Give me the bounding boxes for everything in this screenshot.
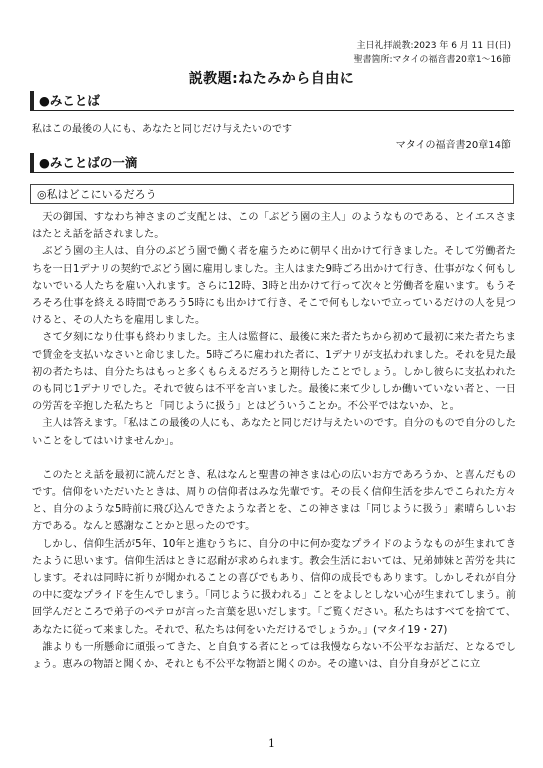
sermon-title: 説教題:ねたみから自由に: [188, 71, 355, 87]
section-heading-drop: ●みことばの一滴: [30, 153, 514, 173]
paragraph: 誰よりも一所懸命に頑張ってきた、と自負する者にとっては我慢ならない不公平なお話だ、となるでしょう。恵みの物語と聞くか、それとも不公平な物語と聞くのか。その違いは、自分自身がどこに立: [32, 641, 516, 671]
paragraph: しかし、信仰生活が5年、10年と進むうちに、自分の中に何か変なプライドのようなものが生まれてきたように思います。信仰生活はときに忍耐が求められます。教会生活においては、兄弟姉妹と苦労を共にします。それは同時に祈りが聞かれることの喜びでもあり、信仰の成長でもあります。しかしそれが自分の中に変なプライドを生んでしまう。「同じように扱われる」ことをよしとしない心が生まれてしまう。前回学んだところで弟子のペテロが言った言葉を思いだします。「ご覧ください。私たちはすべてを捨てて、あなたに従って来ました。それで、私たちは何をいただけるでしょうか。」(マタイ19・27): [32, 538, 516, 636]
key-verse: 私はこの最後の人にも、あなたと同じだけ与えたいのです: [32, 124, 292, 135]
sub-heading-box: ◎私はどこにいるだろう: [30, 184, 514, 204]
page-number: 1: [268, 737, 275, 750]
paragraph: 主人は答えます。「私はこの最後の人にも、あなたと同じだけ与えたいのです。自分のもので自分のしたいことをしてはいけませんか」。: [32, 418, 516, 447]
paragraph: さて夕刻になり仕事も終わりました。主人は監督に、最後に来た者たちから初めて最初に来た者たちまで賃金を支払いなさいと命じました。5時ごろに雇われた者に、1デナリが支払われました。それを見た最初の者たちは、自分たちはもっと多くもらえるだろうと期待したことでしょう。しかし彼らに支払われたのも同じ1デナリでした。それで彼らは不平を言いました。最後に来て少ししか働いていない者と、一日の労苦を辛抱した私たちと「同じように扱う」とはどういうことか。不公平ではないか、と。: [32, 332, 516, 413]
sermon-body: [32, 209, 516, 673]
section-heading-word: ●みことば: [30, 91, 514, 111]
scripture-reference: 聖書箇所:マタイの福音書20章1〜16節: [353, 55, 511, 65]
paragraph: 天の御国、すなわち神さまのご支配とは、この「ぶどう園の主人」のようなものである、とイエスさまはたとえ話を話されました。: [32, 212, 516, 241]
service-date: 主日礼拝説教:2023 年 6 月 11 日(日): [356, 41, 511, 51]
key-verse-reference: マタイの福音書20章14節: [395, 140, 511, 151]
paragraph: ぶどう園の主人は、自分のぶどう園で働く者を雇うために朝早く出かけて行きました。そして労働者たちを一日1デナリの契約でぶどう園に雇用しました。主人はまた9時ごろ出かけて行き、仕事がなく何もしないでいる人たちを雇い入れます。さらに12時、3時と出かけて行って次々と労働者を雇います。もうそろそろ仕事を終える時間であろう5時にも出かけて行き、そこで何もしないで立っているだけの人を見つけると、その人たちを雇用しました。: [32, 246, 516, 327]
paragraph: このたとえ話を最初に読んだとき、私はなんと聖書の神さまは心の広いお方であろうか、と喜んだものです。信仰をいただいたときは、周りの信仰者はみな先輩です。その長く信仰生活を歩んでこられた方々と、自分のような5時前に飛び込んできたような者とを、この神さまは「同じように扱う」素晴らしいお方である。なんと感謝なことかと思ったのです。: [32, 469, 516, 533]
